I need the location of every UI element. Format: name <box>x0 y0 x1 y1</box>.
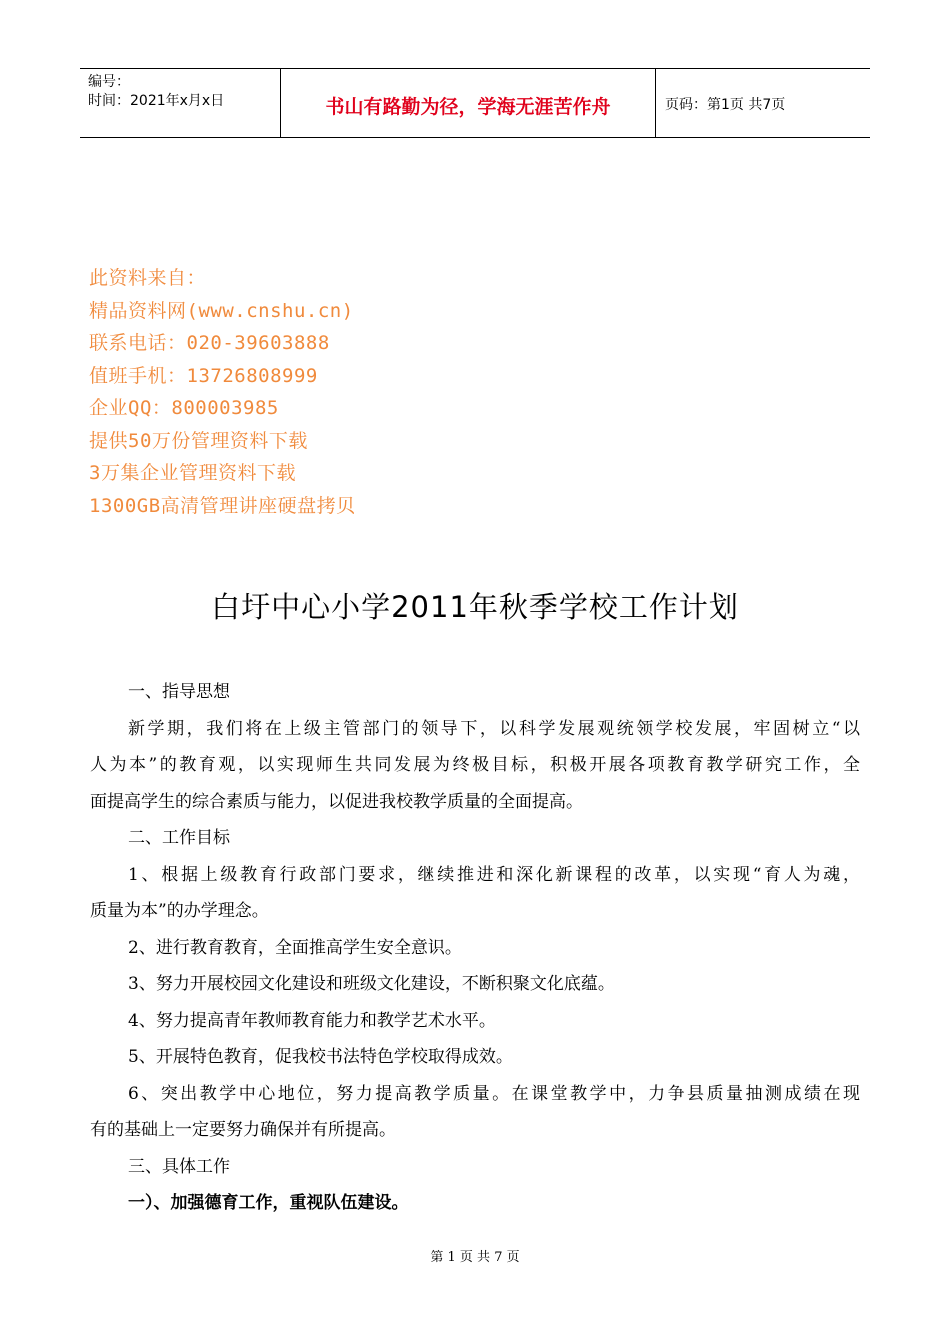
section-heading: 二、工作目标 <box>128 828 230 848</box>
paragraph-line: 人为本”的教育观，以实现师生共同发展为终极目标，积极开展各项教育教学研究工作，全 <box>90 755 860 775</box>
promo-line: 此资料来自： <box>89 267 207 289</box>
number-label: 编号： <box>88 74 130 90</box>
paragraph-line: 新学期，我们将在上级主管部门的领导下，以科学发展观统领学校发展，牢固树立“以 <box>128 718 860 739</box>
list-item: 6、突出教学中心地位，努力提高教学质量。在课堂教学中，力争县质量抽测成绩在现 <box>128 1083 860 1104</box>
subsection-heading: 一）、加强德育工作，重视队伍建设。 <box>128 1193 409 1213</box>
promo-line: 1300GB高清管理讲座硬盘拷贝 <box>89 494 356 517</box>
list-item: 1、根据上级教育行政部门要求，继续推进和深化新课程的改革，以实现“育人为魂， <box>128 864 860 885</box>
date-label: 时间：2021年x月x日 <box>88 93 225 109</box>
header-left-cell <box>80 69 281 137</box>
list-item: 5、开展特色教育，促我校书法特色学校取得成效。 <box>128 1047 513 1067</box>
promo-line: 精品资料网(www.cnshu.cn) <box>89 299 354 322</box>
list-item-continued: 质量为本”的办学理念。 <box>90 901 269 921</box>
header-motto: 书山有路勤为径，学海无涯苦作舟 <box>281 69 656 137</box>
section-heading: 一、指导思想 <box>128 682 230 702</box>
document-body <box>90 674 860 1222</box>
document-title: 白圩中心小学2011年秋季学校工作计划 <box>211 590 739 624</box>
list-item: 4、努力提高青年教师教育能力和教学艺术水平。 <box>128 1010 496 1031</box>
promo-line: 提供50万份管理资料下载 <box>89 429 308 452</box>
section-heading: 三、具体工作 <box>128 1156 230 1177</box>
header-page-info: 页码：第1页 共7页 <box>665 97 786 113</box>
promo-line: 3万集企业管理资料下载 <box>89 462 296 484</box>
promo-line: 联系电话：020-39603888 <box>89 332 330 354</box>
promo-block <box>89 262 356 522</box>
promo-line: 企业QQ：800003985 <box>89 397 279 419</box>
promo-line: 值班手机：13726808999 <box>89 364 318 387</box>
list-item: 2、进行教育教育，全面推高学生安全意识。 <box>128 937 462 958</box>
list-item: 3、努力开展校园文化建设和班级文化建设，不断积聚文化底蕴。 <box>128 974 615 994</box>
header-table <box>80 68 870 138</box>
paragraph-line: 面提高学生的综合素质与能力，以促进我校教学质量的全面提高。 <box>90 791 583 812</box>
list-item-continued: 有的基础上一定要努力确保并有所提高。 <box>90 1120 396 1140</box>
page-footer: 第 1 页 共 7 页 <box>430 1250 520 1265</box>
